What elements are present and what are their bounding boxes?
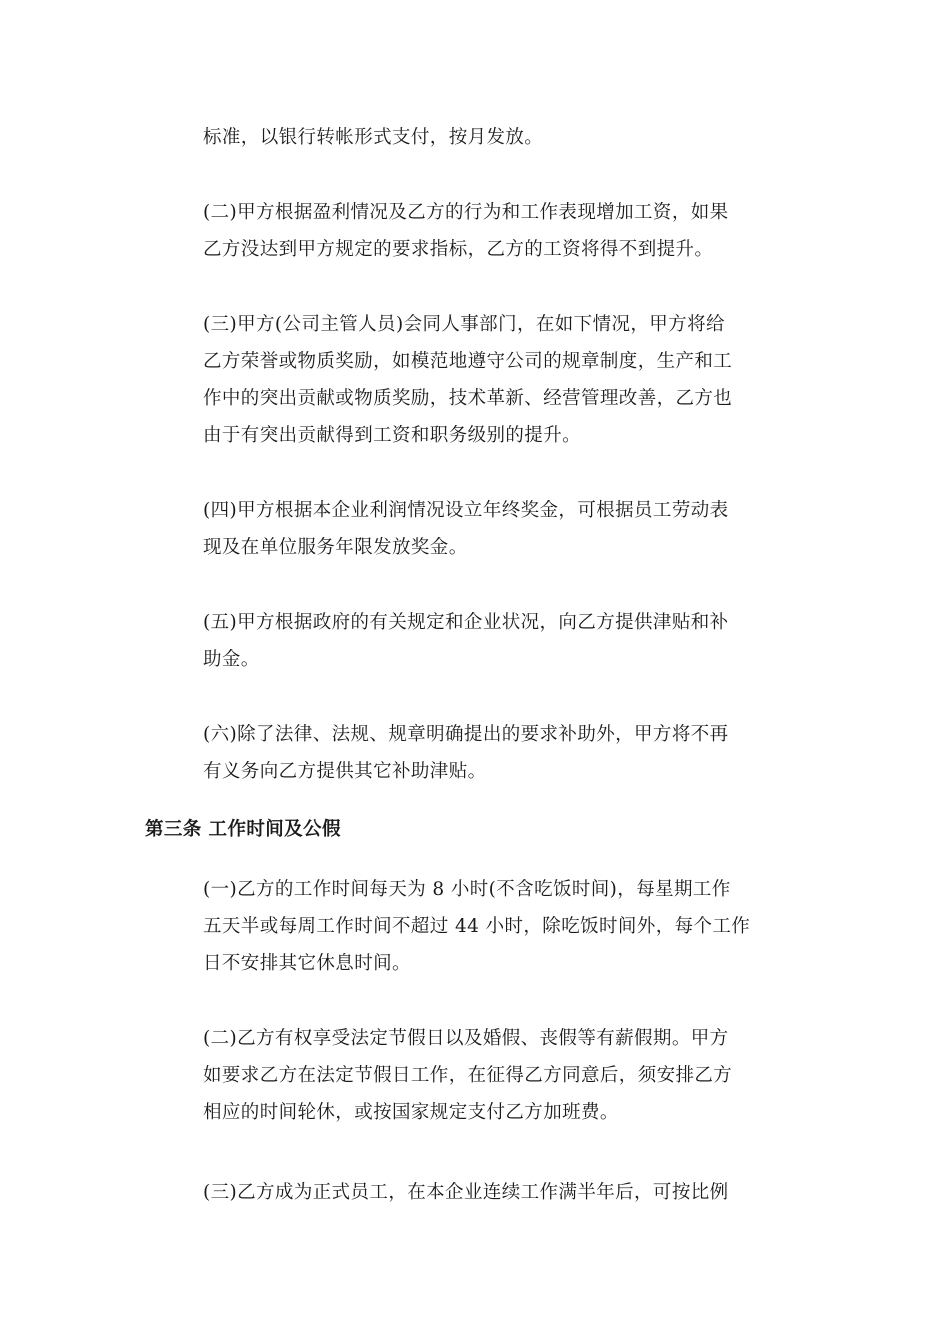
text-line: (四)甲方根据本企业利润情况设立年终奖金，可根据员工劳动表 (203, 500, 729, 521)
text-line: 现及在单位服务年限发放奖金。 (203, 537, 468, 558)
paragraph-clause-5-allowance (203, 604, 763, 678)
text-line: (五)甲方根据政府的有关规定和企业状况，向乙方提供津贴和补 (203, 612, 729, 633)
section-heading-article-3: 第三条 工作时间及公假 (145, 819, 341, 840)
paragraph-paid-leave (203, 1174, 763, 1211)
text-line: 相应的时间轮休，或按国家规定支付乙方加班费。 (203, 1102, 619, 1123)
text-line: 乙方没达到甲方规定的要求指标，乙方的工资将得不到提升。 (203, 239, 714, 260)
text-line: 标准，以银行转帐形式支付，按月发放。 (203, 127, 544, 148)
text-line: 助金。 (203, 649, 260, 670)
paragraph-clause-6-no-other-subsidy (203, 716, 763, 790)
paragraph-clause-4-bonus (203, 492, 763, 566)
text-line: (二)乙方有权享受法定节假日以及婚假、丧假等有薪假期。甲方 (203, 1028, 729, 1049)
text-line: (六)除了法律、法规、规章明确提出的要求补助外，甲方将不再 (203, 724, 729, 745)
text-line: 作中的突出贡献或物质奖励，技术革新、经营管理改善，乙方也 (203, 388, 733, 409)
paragraph-clause-3-rewards (203, 306, 763, 454)
text-line: 五天半或每周工作时间不超过 44 小时，除吃饭时间外，每个工作 (203, 916, 751, 937)
text-line: 日不安排其它休息时间。 (203, 953, 411, 974)
text-line: (一)乙方的工作时间每天为 8 小时(不含吃饭时间)，每星期工作 (203, 879, 731, 900)
text-line: (二)甲方根据盈利情况及乙方的行为和工作表现增加工资，如果 (203, 202, 729, 223)
paragraph-clause-2-raise (203, 194, 763, 268)
text-line: 如要求乙方在法定节假日工作，在征得乙方同意后，须安排乙方 (203, 1065, 733, 1086)
paragraph-salary-standard (203, 119, 763, 156)
text-line: 有义务向乙方提供其它补助津贴。 (203, 761, 487, 782)
paragraph-statutory-holidays (203, 1020, 763, 1131)
text-line: (三)甲方(公司主管人员)会同人事部门，在如下情况，甲方将给 (203, 314, 725, 335)
text-line: 由于有突出贡献得到工资和职务级别的提升。 (203, 425, 582, 446)
text-line: 乙方荣誉或物质奖励，如模范地遵守公司的规章制度，生产和工 (203, 351, 733, 372)
paragraph-work-hours (203, 871, 763, 982)
text-line: (三)乙方成为正式员工，在本企业连续工作满半年后，可按比例 (203, 1182, 729, 1203)
